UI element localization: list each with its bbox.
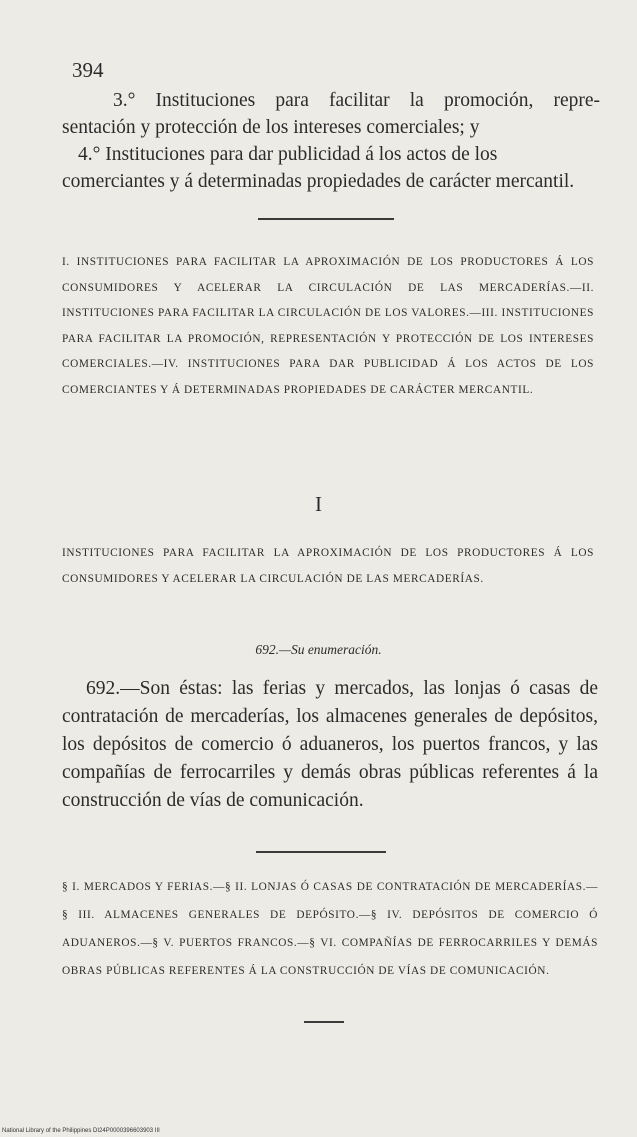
chapter-summary: I. INSTITUCIONES PARA FACILITAR LA APROXIMACIÓN DE LOS PRODUCTORES Á LOS CONSUMIDORES Y ACELERAR LA CIRCULACIÓN DE LAS MERCADERÍAS.—II. INSTITUCIONES PARA FACILITAR LA CIRCULACIÓN DE LOS VALORES.—III. INSTITUCIONES PARA FACILITAR LA PROMOCIÓN, REPRESENTACIÓN Y PROTECCIÓN DE LOS INTERESES COMERCIALES.—IV. INSTITUCIONES PARA DAR PUBLICIDAD Á LOS ACTOS DE LOS COMERCIANTES Y Á DETERMINADAS PROPIEDADES DE CARÁCTER MERCANTIL.: [62, 256, 594, 396]
paragraph-692: 692.—Son éstas: las ferias y mercados, las lonjas ó casas de contratación de mercaderías, los almacenes generales de depósitos, los depósitos de comercio ó aduaneros, los puertos francos, y las compañías de ferrocarriles y demás obras públicas referentes á la construcción de vías de comunicación.: [62, 678, 598, 811]
item-4-paragraph: 4.° Instituciones para dar publicidad á los actos de los comerciantes y á determinadas propiedades de carácter mercantil.: [62, 144, 575, 192]
divider-rule: [256, 851, 386, 853]
divider-rule: [258, 218, 394, 220]
section-numeral: I: [315, 492, 322, 516]
section-heading: INSTITUCIONES PARA FACILITAR LA APROXIMACIÓN DE LOS PRODUCTORES Á LOS CONSUMIDORES Y ACELERAR LA CIRCULACIÓN DE LAS MERCADERÍAS.: [62, 547, 594, 585]
item-3-line-2: sentación y protección de los intereses comerciales; y: [62, 117, 480, 138]
paragraph-subtitle: 692.—Su enumeración.: [255, 642, 382, 657]
item-3-line-1: 3.° Instituciones para facilitar la promoción, repre-: [113, 90, 600, 111]
section-summary: § I. MERCADOS Y FERIAS.—§ II. LONJAS Ó CASAS DE CONTRATACIÓN DE MERCADERÍAS.—§ III. ALMACENES GENERALES DE DEPÓSITO.—§ IV. DEPÓSITOS DE COMERCIO Ó ADUANEROS.—§ V. PUERTOS FRANCOS.—§ VI. COMPAÑÍAS DE FERROCARRILES Y DEMÁS OBRAS PÚBLICAS REFERENTES Á LA CONSTRUCCIÓN DE VÍAS DE COMUNICACIÓN.: [62, 881, 598, 977]
end-rule: [304, 1021, 344, 1023]
footer-credit: National Library of the Philippines DI24P0000396603903 III: [2, 1128, 160, 1134]
page-number: 394: [72, 58, 104, 82]
